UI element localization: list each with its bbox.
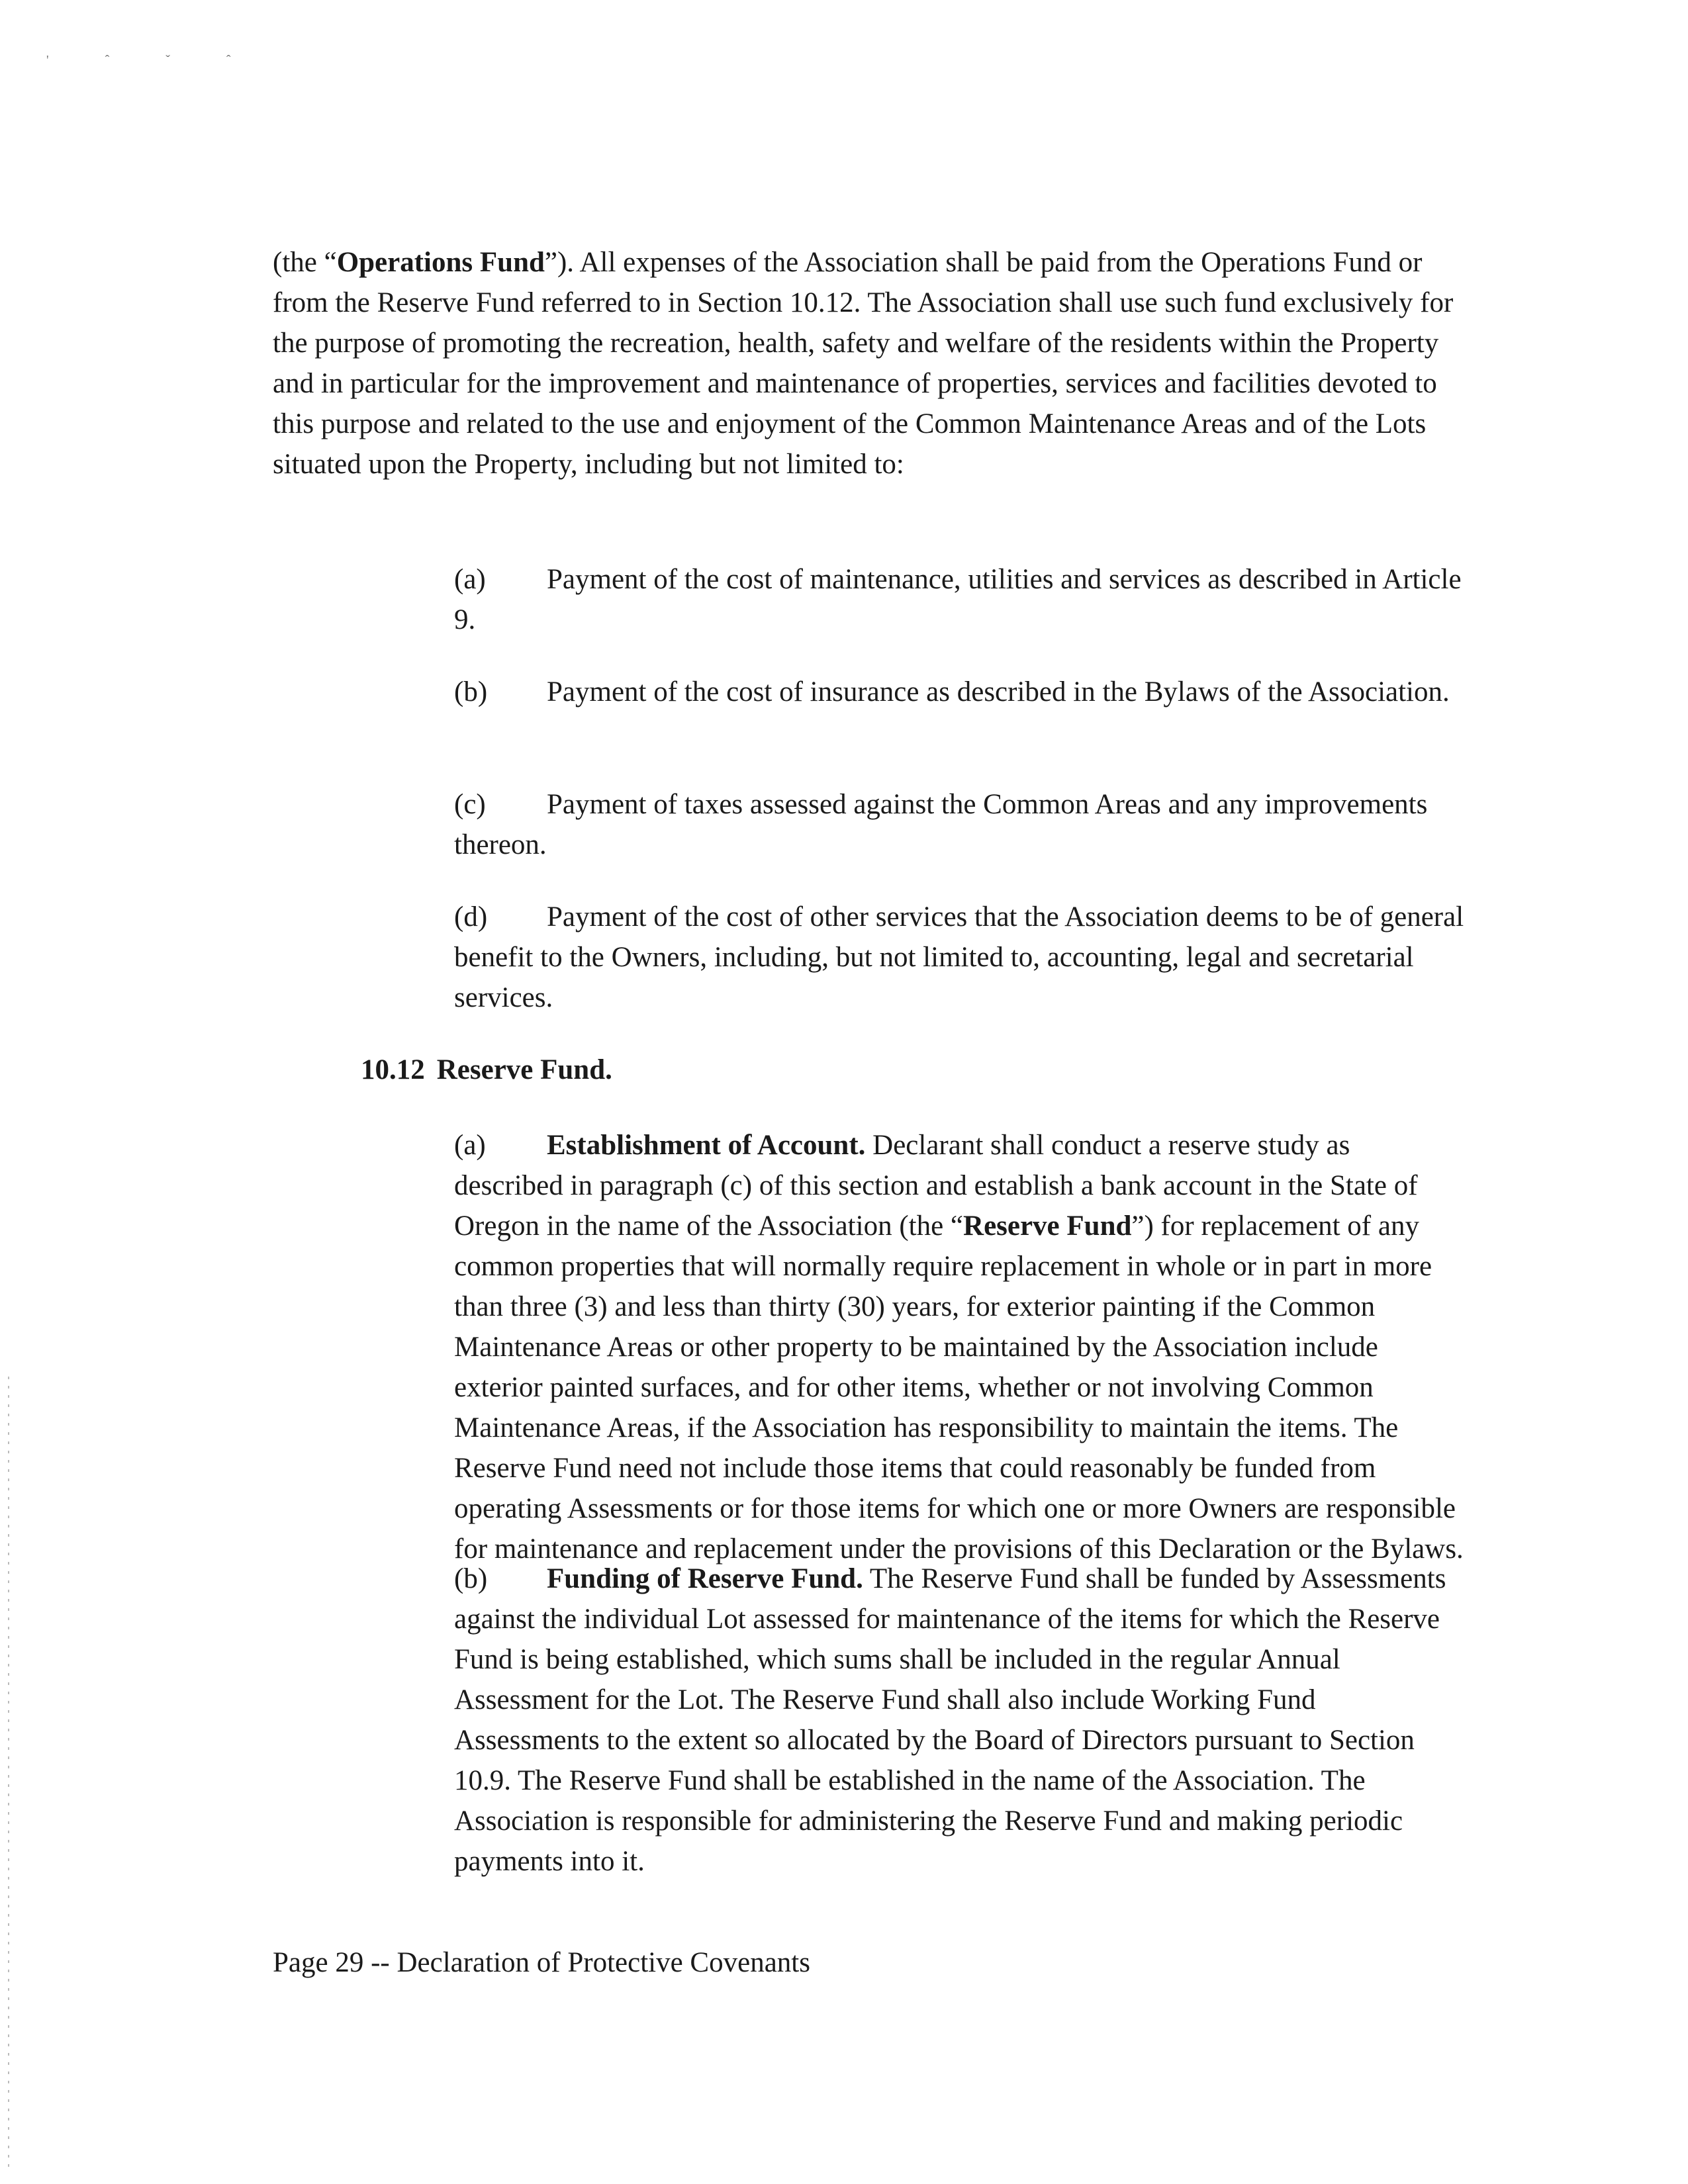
section-number: 10.12 bbox=[361, 1054, 425, 1085]
item-text: Payment of the cost of other services that the Association deems to be of general benefit to the Owners, including, but not limited to, accounting, legal and secretarial services. bbox=[454, 901, 1464, 1013]
subsection-title: Establishment of Account. bbox=[547, 1130, 866, 1161]
item-label: (c) bbox=[454, 789, 486, 820]
intro-open: (the “ bbox=[273, 247, 337, 278]
subsection-text: ”) for replacement of any common properties that will normally require replacement in whole or in part in more than three (3) and less than thirty (30) years, for exterior painting if the Common Maintenance Areas or other property to be maintained by the Association include exterior painted surfaces, and for other items, whether or not involving Common Maintenance Areas, if the Association has responsibility to maintain the items. The Reserve Fund need not include those items that could reasonably be funded from operating Assessments or for those items for which one or more Owners are responsible for maintenance and replacement under the provisions of this Declaration or the Bylaws. bbox=[454, 1210, 1464, 1565]
list-item-c bbox=[273, 784, 1464, 865]
section-heading bbox=[361, 1050, 612, 1090]
item-text: Payment of taxes assessed against the Common Areas and any improvements thereon. bbox=[454, 789, 1428, 860]
item-label: (d) bbox=[454, 901, 488, 933]
list-item-d bbox=[273, 897, 1464, 1018]
item-text: Payment of the cost of insurance as described in the Bylaws of the Association. bbox=[547, 676, 1450, 707]
scan-marks: ' ˆ ˇ ˆ bbox=[46, 53, 258, 68]
item-label: (b) bbox=[454, 676, 488, 707]
subsection-label: (a) bbox=[454, 1130, 486, 1161]
subsection-text: The Reserve Fund shall be funded by Assessments against the individual Lot assessed for maintenance of the items for which the Reserve Fund is being established, which sums shall be included in the regular Annual Assessment for the Lot. The Reserve Fund shall also include Working Fund Assessments to the extent so allocated by the Board of Directors pursuant to Section 10.9. The Reserve Fund shall be established in the name of the Association. The Association is responsible for administering the Reserve Fund and making periodic payments into it. bbox=[454, 1563, 1446, 1877]
list-item-b bbox=[273, 672, 1464, 712]
intro-paragraph bbox=[273, 242, 1464, 484]
list-item-a bbox=[273, 559, 1464, 640]
intro-rest: ”). All expenses of the Association shall be paid from the Operations Fund or from the Reserve Fund referred to in Section 10.12. The Association shall use such fund exclusively for the purpose of promoting the recreation, health, safety and welfare of the residents within the Property and in particular for the improvement and maintenance of properties, services and facilities devoted to this purpose and related to the use and enjoyment of the Common Maintenance Areas and of the Lots situated upon the Property, including but not limited to: bbox=[273, 247, 1454, 480]
subsection-label: (b) bbox=[454, 1563, 488, 1594]
subsection-a bbox=[273, 1125, 1464, 1569]
item-label: (a) bbox=[454, 564, 486, 595]
operations-fund-term: Operations Fund bbox=[336, 247, 545, 278]
page-footer: Page 29 -- Declaration of Protective Covenants bbox=[273, 1947, 810, 1978]
subsection-text: Declarant shall conduct a reserve study as described in paragraph (c) of this section and establish a bank account in the State of Oregon in the name of the Association (the “ bbox=[454, 1130, 1418, 1242]
reserve-fund-term: Reserve Fund bbox=[963, 1210, 1132, 1242]
subsection-title: Funding of Reserve Fund. bbox=[547, 1563, 863, 1594]
item-text: Payment of the cost of maintenance, utilities and services as described in Article 9. bbox=[454, 564, 1462, 635]
section-title: Reserve Fund. bbox=[436, 1054, 612, 1085]
scan-edge-dots bbox=[8, 1377, 9, 2171]
subsection-b bbox=[273, 1559, 1464, 1882]
